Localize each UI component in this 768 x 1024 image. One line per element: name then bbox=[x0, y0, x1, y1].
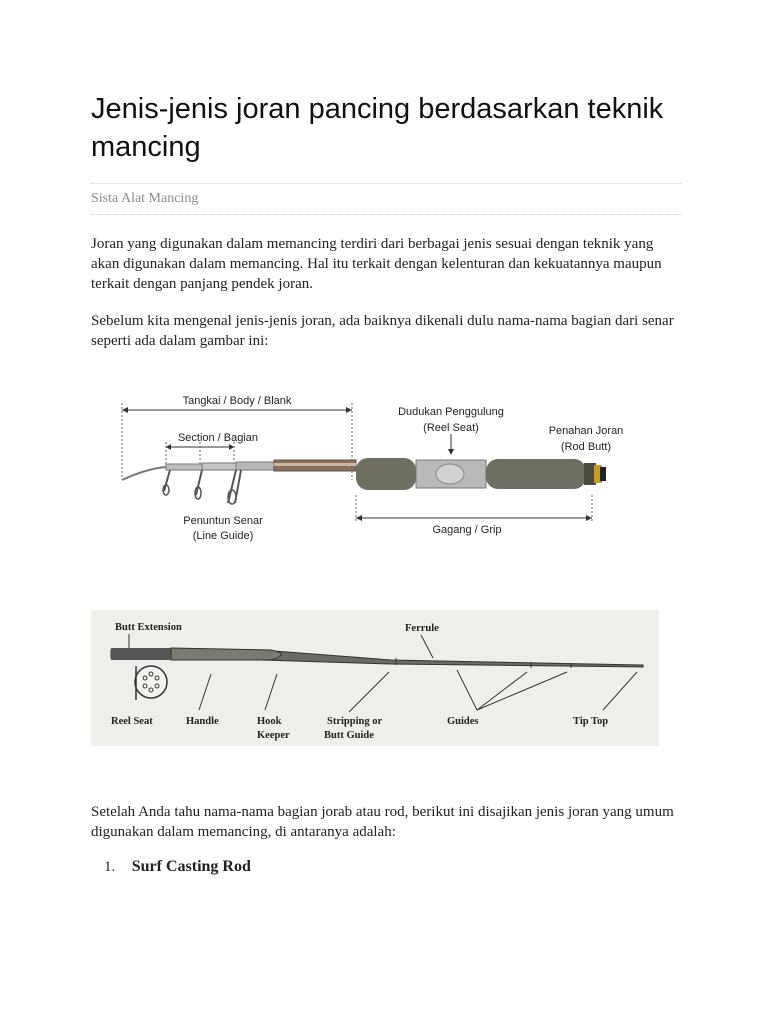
label-grip: Gagang / Grip bbox=[432, 524, 502, 536]
label-rod-butt-1: Penahan Joran bbox=[548, 425, 624, 437]
label-stripping: Stripping or bbox=[327, 716, 383, 727]
label-rod-butt-2: (Rod Butt) bbox=[560, 441, 612, 453]
label-reel-seat: Reel Seat bbox=[111, 716, 153, 727]
label-butt-extension: Butt Extension bbox=[115, 622, 182, 633]
label-butt-guide: Butt Guide bbox=[324, 730, 374, 741]
label-line-guide-2: (Line Guide) bbox=[192, 530, 254, 542]
divider-top bbox=[91, 183, 681, 184]
list-item-number: 1. bbox=[104, 859, 116, 875]
label-handle: Handle bbox=[186, 716, 219, 727]
label-section: Section / Bagian bbox=[177, 432, 259, 444]
label-hook: Hook bbox=[257, 716, 282, 727]
rod-parts-diagram bbox=[110, 385, 650, 550]
paragraph-before-figure: Sebelum kita mengenal jenis-jenis joran, ada baiknya dikenali dulu nama-nama bagian dari senar seperti ada dalam gambar ini: bbox=[91, 313, 674, 349]
label-reel-seat-2: (Reel Seat) bbox=[423, 422, 479, 434]
page-title: Jenis-jenis joran pancing berdasarkan teknik mancing bbox=[91, 93, 664, 163]
rod-type-list bbox=[104, 858, 251, 876]
label-ferrule: Ferrule bbox=[405, 623, 439, 634]
fly-rod-diagram bbox=[91, 610, 659, 746]
label-reel-seat-1: Dudukan Penggulung bbox=[398, 406, 504, 418]
label-tangkai: Tangkai / Body / Blank bbox=[182, 395, 292, 407]
list-item-label: Surf Casting Rod bbox=[131, 858, 251, 875]
paragraph-intro: Joran yang digunakan dalam memancing terdiri dari berbagai jenis sesuai dengan teknik yang akan digunakan dalam memancing. Hal itu terkait dengan kelenturan dan kekuatannya maupun terkait dengan panjang pendek joran. bbox=[91, 236, 662, 292]
label-guides: Guides bbox=[447, 716, 479, 727]
category-label: Sista Alat Mancing bbox=[91, 191, 199, 206]
label-line-guide-1: Penuntun Senar bbox=[183, 515, 263, 527]
paragraph-after-figures: Setelah Anda tahu nama-nama bagian jorab atau rod, berikut ini disajikan jenis joran yang umum digunakan dalam memancing, di antaranya adalah: bbox=[91, 804, 674, 840]
label-tip-top: Tip Top bbox=[573, 716, 609, 727]
divider-bottom bbox=[91, 214, 681, 215]
label-keeper: Keeper bbox=[257, 730, 290, 741]
